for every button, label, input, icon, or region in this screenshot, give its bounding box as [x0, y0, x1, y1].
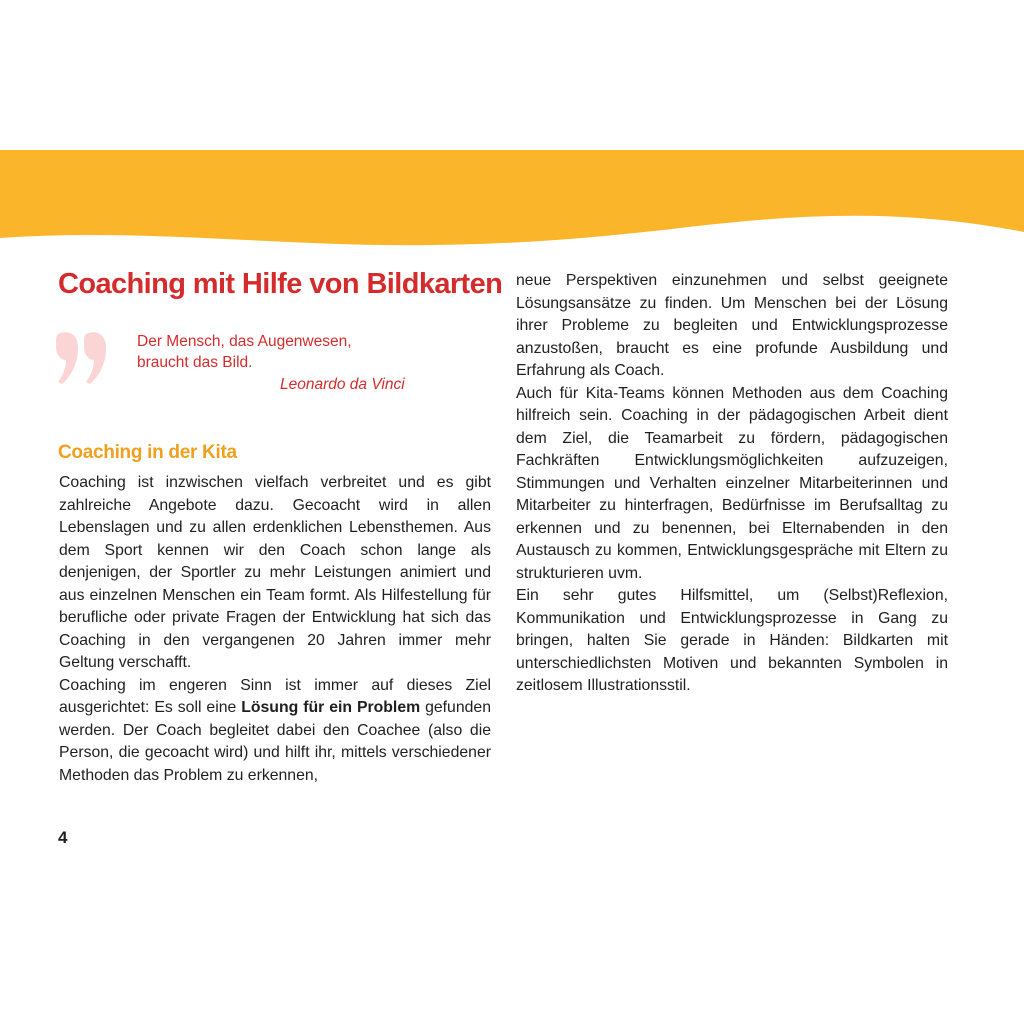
quote — [137, 331, 437, 373]
paragraph: neue Perspektiven einzunehmen und selbst geeignete Lösungsansätze zu finden. Um Menschen bei der Lösung ihrer Probleme zu begleiten und Entwicklungsprozesse anzustoßen, braucht es eine profunde Ausbildung und Erfahrung als Coach. — [516, 272, 948, 379]
paragraph: Coaching ist inzwischen vielfach verbreitet und es gibt zahlreiche Angebote dazu. Gecoacht wird in allen Lebenslagen und zu allen erdenklichen Lebensthemen. Aus dem Sport kennen wir den Coach schon lange als denjenigen, der Sportler zu mehr Leistungen animiert und aus einzelnen Menschen ein Team formt. Als Hilfestellung für berufliche oder private Fragen der Entwicklung hat sich das Coaching in den vergangenen 20 Jahren immer mehr Geltung verschafft. — [59, 474, 491, 671]
quote-line-1: Der Mensch, das Augenwesen, — [137, 333, 352, 350]
paragraph: Ein sehr gutes Hilfsmittel, um (Selbst)Reflexion, Kommunikation und Entwicklungsprozesse in Gang zu bringen, halten Sie gerade in Händen: Bildkarten mit unterschiedlichsten Motiven und bekannten Symbolen in zeitlosem Illustrationsstil. — [516, 587, 948, 694]
right-column — [516, 270, 948, 698]
section-heading: Coaching in der Kita — [58, 442, 237, 463]
paragraph: Auch für Kita-Teams können Methoden aus dem Coaching hilfreich sein. Coaching in der pädagogischen Arbeit dient dem Ziel, die Teamarbeit zu fördern, pädagogischen Fachkräften Entwicklungsmöglichkeiten aufzuzeigen, Stimmungen und Verhalten einzelner Mitarbeiterinnen und Mitarbeiter zu hinterfragen, Bedürfnisse im Berufsalltag zu erkennen und zu benennen, bei Elternabenden in den Austausch zu kommen, Entwicklungsgespräche mit Eltern zu strukturieren uvm. — [516, 384, 948, 582]
quote-author: Leonardo da Vinci — [280, 376, 405, 393]
paragraph-text: gefunden werden. Der Coach begleitet dabei den Coachee (also die Person, die gecoacht wird) und hilft ihr, mittels verschiedener Methoden das Problem zu erkennen, — [59, 699, 491, 784]
quotation-marks-icon — [56, 330, 108, 386]
emphasis: Lösung für ein Problem — [241, 699, 421, 716]
quote-line-2: braucht das Bild. — [137, 354, 253, 371]
paragraph — [59, 675, 491, 788]
left-column — [59, 472, 491, 787]
page-title: Coaching mit Hilfe von Bildkarten — [58, 268, 503, 300]
page-number: 4 — [58, 828, 68, 847]
decorative-wave-band — [0, 150, 1024, 250]
paragraph-text: Coaching im engeren Sinn ist immer auf dieses Ziel ausgerichtet: Es soll eine — [59, 676, 491, 716]
